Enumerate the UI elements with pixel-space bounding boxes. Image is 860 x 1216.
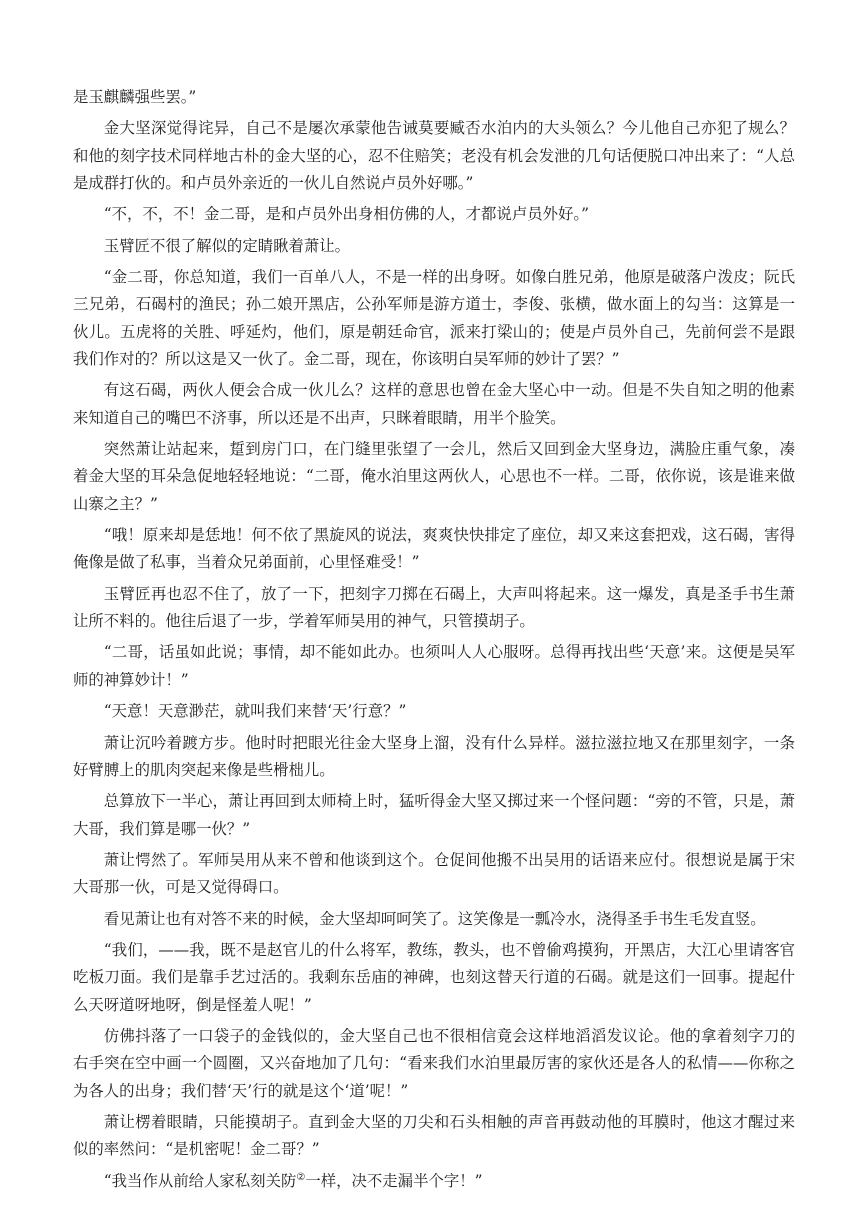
paragraph-13: 总算放下一半心，萧让再回到太师椅上时，猛听得金大坚又掷过来一个怪问题：“旁的不管，只是，萧大哥，我们算是哪一伙？” <box>73 792 795 838</box>
paragraph-3: “不，不，不！金二哥，是和卢员外出身相仿佛的人，才都说卢员外好。” <box>103 205 589 224</box>
paragraph-5: “金二哥，你总知道，我们一百单八人，不是一样的出身呀。如像白胜兄弟，他原是破落户泼皮；阮氏三兄弟，石碣村的渔民；孙二娘开黑店，公孙军师是游方道士，李俊、张横，做水面上的勾当：这算是一伙儿。五虎将的关胜、呼延灼，他们，原是朝廷命官，派来打梁山的；使是卢员外自己，先前何尝不是跟我们作对的？所以这是又一伙了。金二哥，现在，你该明白吴军师的妙计了罢？” <box>73 268 795 369</box>
paragraph-12: 萧让沉吟着踱方步。他时时把眼光往金大坚身上溜，没有什么异样。滋拉滋拉地又在那里刻字，一条好臂膊上的肌肉突起来像是些榾柮儿。 <box>73 733 795 779</box>
paragraph-6: 有这石碣，两伙人便会合成一伙儿么？这样的意思也曾在金大坚心中一动。但是不失自知之明的他素来知道自己的嘴巴不济事，所以还是不出声，只眯着眼睛，用半个脸笑。 <box>73 381 795 427</box>
paragraph-19-text-end: 一样，决不走漏半个字！” <box>305 1171 483 1190</box>
paragraph-16: “我们，——我，既不是赵官儿的什么将军，教练，教头，也不曾偷鸡摸狗，开黑店，大江心里请客官吃板刀面。我们是靠手艺过活的。我剩东岳庙的神碑，也刻这替天行道的石碣。就是这们一回事。提起什么天呀道呀地呀，倒是怪羞人呢！” <box>73 941 795 1014</box>
paragraph-7: 突然萧让站起来，踅到房门口，在门缝里张望了一会儿，然后又回到金大坚身边，满脸庄重气象，凑着金大坚的耳朵急促地轻轻地说：“二哥，俺水泊里这两伙人，心思也不一样。二哥，依你说，该是谁来做山寨之主？” <box>73 440 795 513</box>
story-text <box>73 84 795 1199</box>
paragraph-10: “二哥，话虽如此说；事情，却不能如此办。也须叫人人心服呀。总得再找出些‘天意’来。这便是吴军师的神算妙计！” <box>73 643 795 689</box>
paragraph-19-text-start: “我当作从前给人家私刻关防 <box>103 1171 297 1190</box>
paragraph-2: 金大坚深觉得诧异，自己不是屡次承蒙他告诫莫要臧否水泊内的大头领么？今儿他自己亦犯了规么？和他的刻字技术同样地古朴的金大坚的心，忍不住赔笑；老没有机会发泄的几句话便脱口冲出来了：“人总是成群打伙的。和卢员外亲近的一伙儿自然说卢员外好哪。” <box>73 119 795 192</box>
paragraph-19 <box>73 1168 795 1195</box>
paragraph-11: “天意！天意渺茫，就叫我们来替‘天’行意？” <box>103 702 407 721</box>
paragraph-4: 玉臂匠不很了解似的定睛瞅着萧让。 <box>103 236 351 255</box>
paragraph-18: 萧让楞着眼睛，只能摸胡子。直到金大坚的刀尖和石头相触的声音再鼓动他的耳膜时，他这才醒过来似的率然问：“是机密呢！金二哥？” <box>73 1112 795 1159</box>
paragraph-14: 萧让愕然了。军师吴用从来不曾和他谈到这个。仓促间他搬不出吴用的话语来应付。很想说是属于宋大哥那一伙，可是又觉得碍口。 <box>73 850 795 897</box>
paragraph-8: “哦！原来却是恁地！何不依了黑旋风的说法，爽爽快快排定了座位，却又来这套把戏，这石碣，害得俺像是做了私事，当着众兄弟面前，心里怪难受！” <box>73 526 795 572</box>
paragraph-1: 是玉麒麟强些罢。” <box>73 88 197 106</box>
paragraph-15: 看见萧让也有对答不来的时候，金大坚却呵呵笑了。这笑像是一瓢冷水，浇得圣手书生毛发直竖。 <box>103 909 766 928</box>
paragraph-9: 玉臂匠再也忍不住了，放了一下，把刻字刀掷在石碣上，大声叫将起来。这一爆发，真是圣手书生萧让所不料的。他往后退了一步，学着军师吴用的神气，只管摸胡子。 <box>73 584 795 631</box>
paragraph-17: 仿佛抖落了一口袋子的金钱似的，金大坚自己也不很相信竟会这样地滔滔发议论。他的拿着刻字刀的右手突在空中画一个圆圈，又兴奋地加了几句：“看来我们水泊里最厉害的家伙还是各人的私情——你称之为各人的出身；我们替‘天’行的就是这个‘道’呢！” <box>73 1027 795 1100</box>
footnote-marker: ② <box>296 1171 306 1183</box>
